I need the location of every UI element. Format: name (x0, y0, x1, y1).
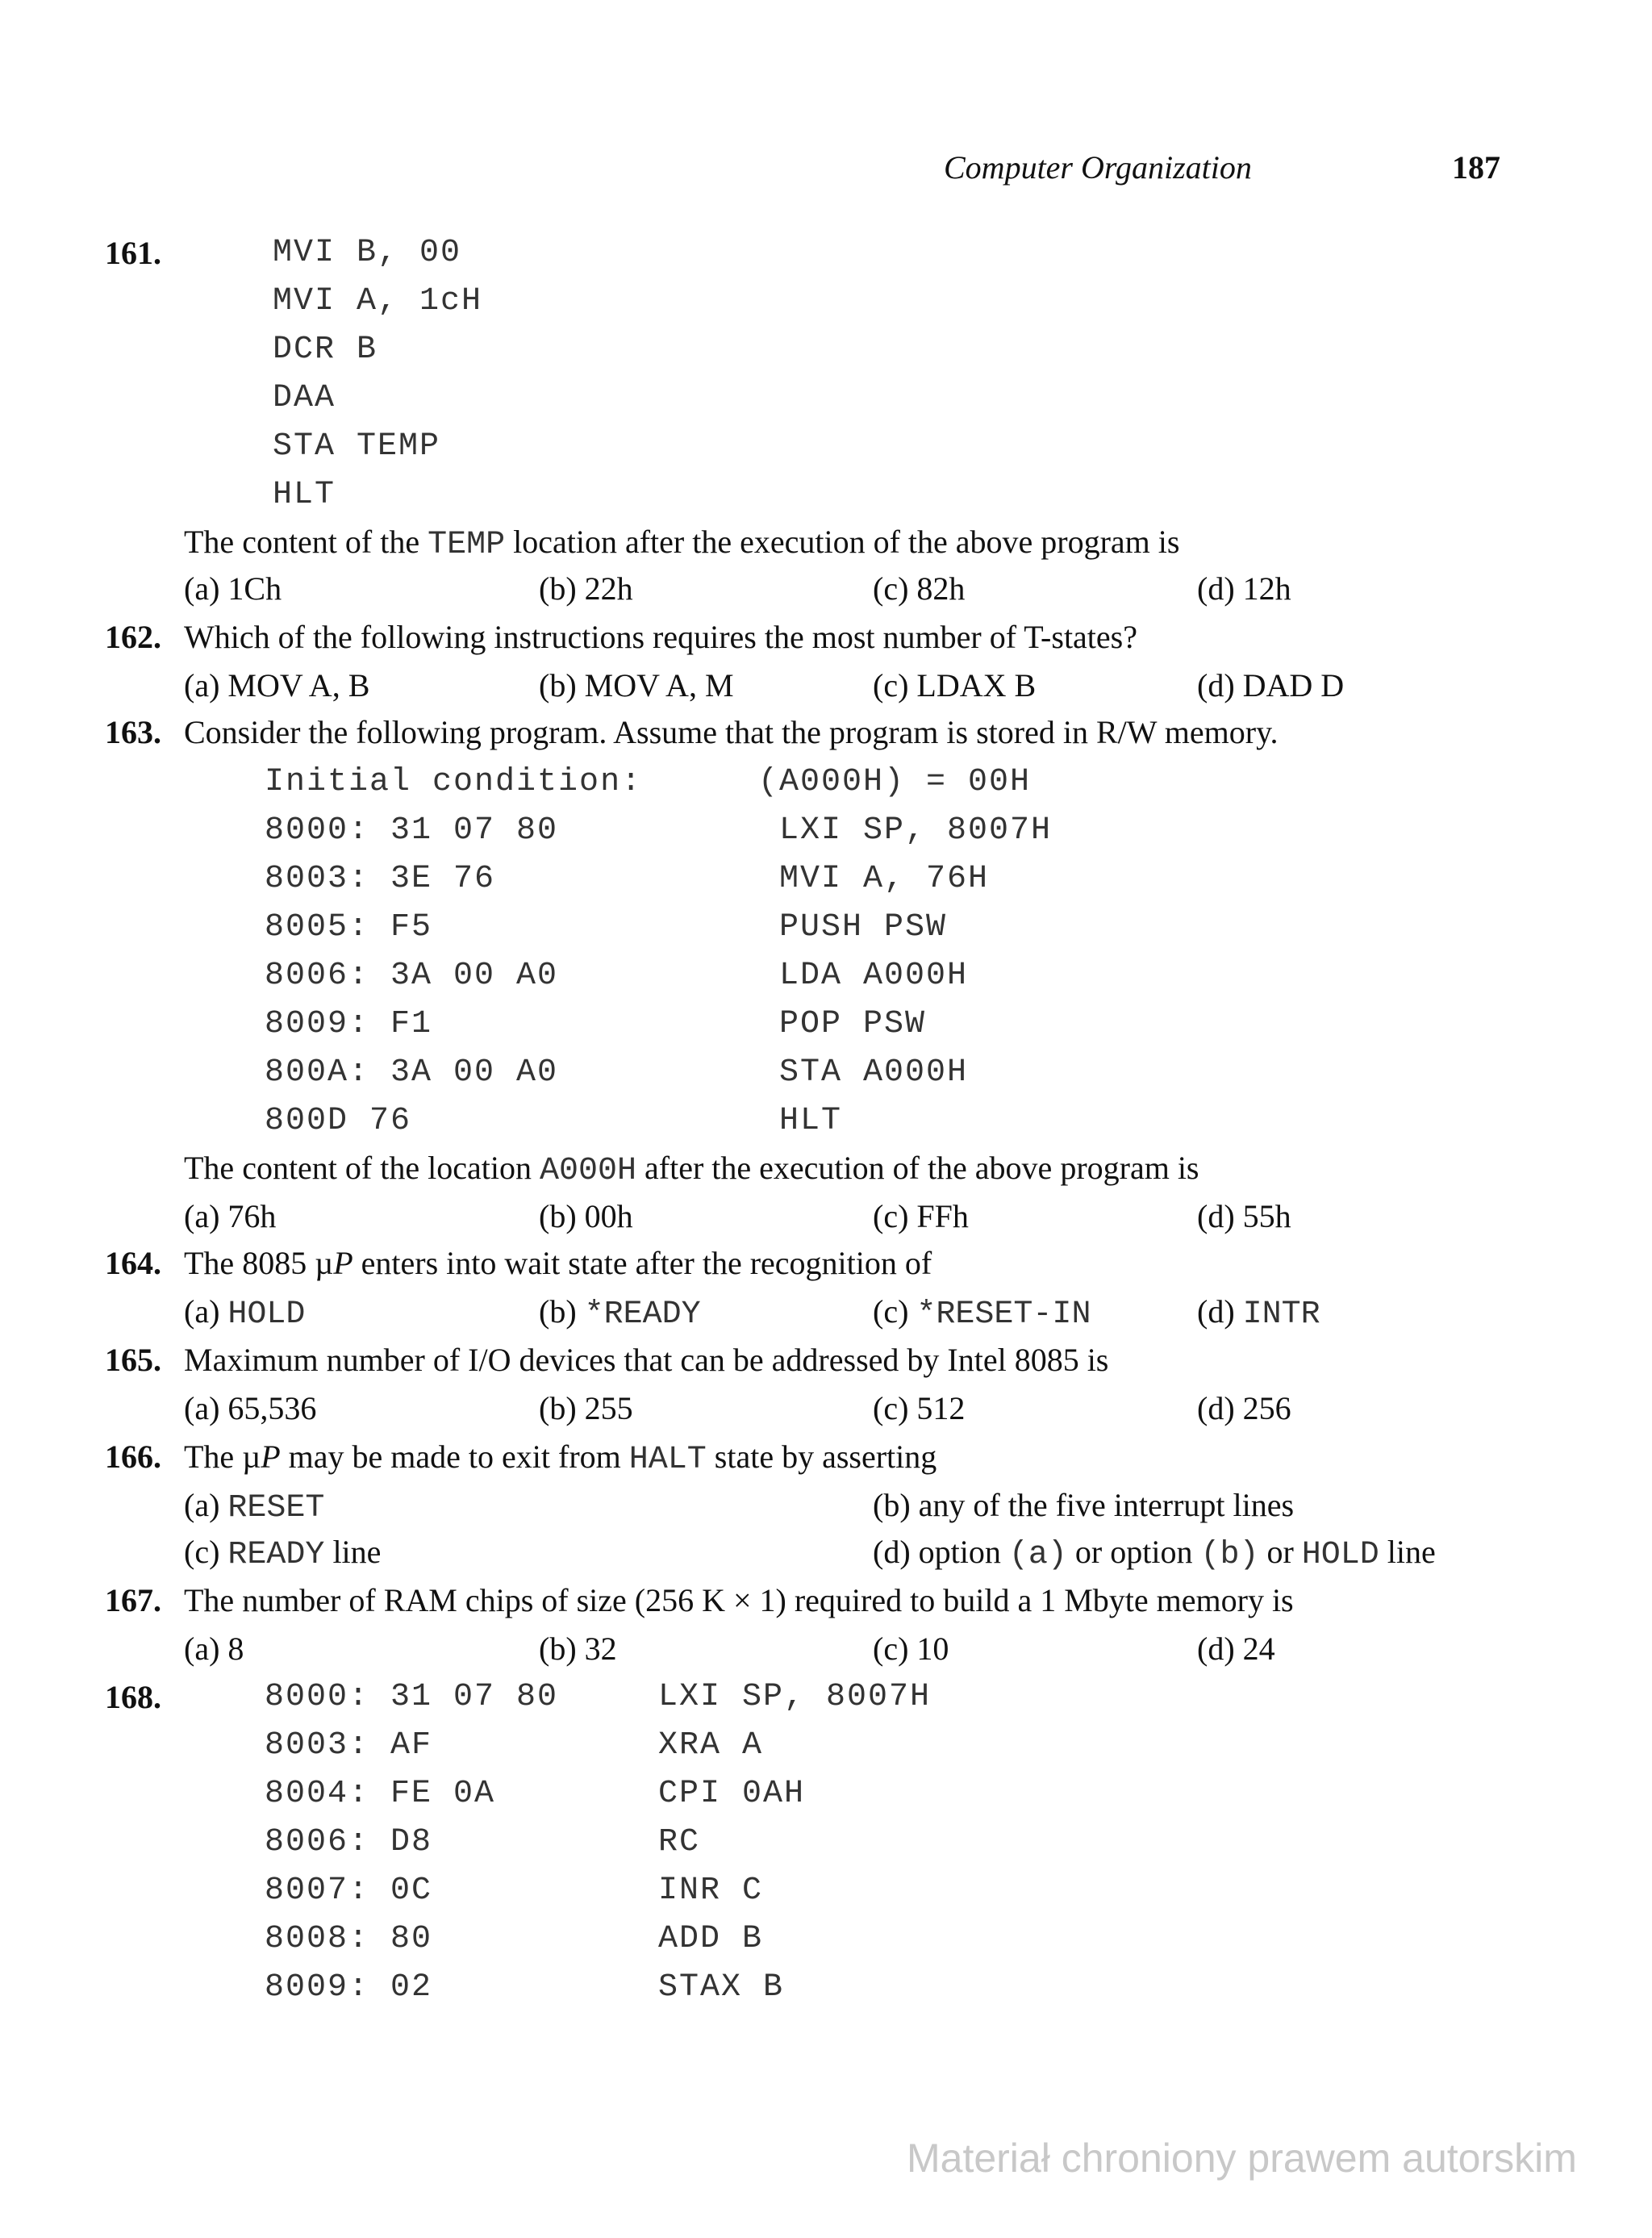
code-line-right: INR C (658, 1873, 764, 1909)
code-line-right: CPI 0AH (658, 1776, 806, 1812)
code-line: STA TEMP (273, 428, 441, 465)
question-stem: The 8085 µP enters into wait state after the recognition of (184, 1245, 932, 1281)
code-line-left: 8003: AF (265, 1727, 433, 1764)
code-line-left: Initial condition: (265, 764, 643, 800)
question-stem: Which of the following instructions requires the most number of T-states? (184, 619, 1137, 655)
question-number: 161. (105, 235, 161, 271)
option-c: (c) READY line (184, 1534, 382, 1573)
page-number: 187 (1452, 149, 1500, 186)
code-line-right: PUSH PSW (779, 909, 948, 946)
code-line-right: POP PSW (779, 1006, 927, 1042)
code-line-left: 8003: 3E 76 (265, 861, 496, 897)
question-number: 166. (105, 1438, 161, 1475)
code-line-left: 800D 76 (265, 1103, 412, 1139)
code-line-right: (A000H) = 00H (758, 764, 1032, 800)
question-stem: Maximum number of I/O devices that can be addressed by Intel 8085 is (184, 1342, 1109, 1378)
code-line-left: 8009: F1 (265, 1006, 433, 1042)
option-a: (a) 8 (184, 1630, 244, 1667)
option-d: (d) 24 (1197, 1630, 1275, 1667)
code-line-left: 8000: 31 07 80 (265, 812, 559, 849)
code-line-right: RC (658, 1824, 701, 1860)
question-number: 163. (105, 714, 161, 750)
option-d: (d) 12h (1197, 570, 1291, 607)
option-c: (c) 82h (873, 570, 966, 607)
code-line-right: ADD B (658, 1921, 764, 1957)
code-line-right: STAX B (658, 1969, 785, 2006)
option-a: (a) 76h (184, 1198, 277, 1234)
code-line: HLT (273, 477, 336, 513)
question-stem: The µP may be made to exit from HALT state by asserting (184, 1438, 937, 1478)
code-line-right: MVI A, 76H (779, 861, 990, 897)
code-line-left: 8005: F5 (265, 909, 433, 946)
option-c: (c) 512 (873, 1390, 966, 1426)
code-line: MVI A, 1cH (273, 283, 483, 319)
option-c: (c) *RESET-IN (873, 1293, 1091, 1333)
option-a: (a) MOV A, B (184, 667, 370, 704)
code-line-left: 8007: 0C (265, 1873, 433, 1909)
question-stem: Consider the following program. Assume that the program is stored in R/W memory. (184, 714, 1279, 750)
option-b: (b) 22h (539, 570, 633, 607)
option-c: (c) 10 (873, 1630, 949, 1667)
option-c: (c) LDAX B (873, 667, 1037, 704)
code-line-left: 8004: FE 0A (265, 1776, 496, 1812)
code-line-right: XRA A (658, 1727, 764, 1764)
option-a: (a) 65,536 (184, 1390, 317, 1426)
code-line-left: 8006: D8 (265, 1824, 433, 1860)
question-number: 162. (105, 619, 161, 655)
copyright-watermark: Materiał chroniony prawem autorskim (907, 2136, 1577, 2181)
option-b: (b) any of the five interrupt lines (873, 1487, 1295, 1523)
code-line-right: STA A000H (779, 1054, 969, 1091)
code-line-left: 8009: 02 (265, 1969, 433, 2006)
running-header-title: Computer Organization (944, 149, 1252, 186)
option-d: (d) 256 (1197, 1390, 1291, 1426)
code-line-right: LXI SP, 8007H (658, 1679, 932, 1715)
code-line-left: 8000: 31 07 80 (265, 1679, 559, 1715)
option-d: (d) DAD D (1197, 667, 1345, 704)
option-a: (a) 1Ch (184, 570, 282, 607)
code-line: MVI B, 00 (273, 235, 462, 271)
code-line-left: 8008: 80 (265, 1921, 433, 1957)
option-b: (b) 00h (539, 1198, 633, 1234)
question-number: 165. (105, 1342, 161, 1378)
option-b: (b) 255 (539, 1390, 633, 1426)
option-a: (a) HOLD (184, 1293, 306, 1333)
question-number: 167. (105, 1582, 161, 1618)
option-d: (d) option (a) or option (b) or HOLD line (873, 1534, 1436, 1573)
question-stem: The content of the TEMP location after the execution of the above program is (184, 524, 1180, 563)
code-line-left: 800A: 3A 00 A0 (265, 1054, 559, 1091)
option-b: (b) *READY (539, 1293, 701, 1333)
code-line: DAA (273, 380, 336, 416)
code-line-right: HLT (779, 1103, 843, 1139)
option-d: (d) INTR (1197, 1293, 1320, 1333)
option-a: (a) RESET (184, 1487, 325, 1526)
question-stem: The content of the location A000H after the execution of the above program is (184, 1150, 1199, 1189)
option-b: (b) MOV A, M (539, 667, 734, 704)
question-stem: The number of RAM chips of size (256 K × 1) required to build a 1 Mbyte memory is (184, 1582, 1294, 1618)
code-line-left: 8006: 3A 00 A0 (265, 958, 559, 994)
option-b: (b) 32 (539, 1630, 617, 1667)
code-line-right: LXI SP, 8007H (779, 812, 1053, 849)
question-number: 168. (105, 1679, 161, 1715)
code-line-right: LDA A000H (779, 958, 969, 994)
question-number: 164. (105, 1245, 161, 1281)
option-c: (c) FFh (873, 1198, 969, 1234)
option-d: (d) 55h (1197, 1198, 1291, 1234)
code-line: DCR B (273, 332, 378, 368)
